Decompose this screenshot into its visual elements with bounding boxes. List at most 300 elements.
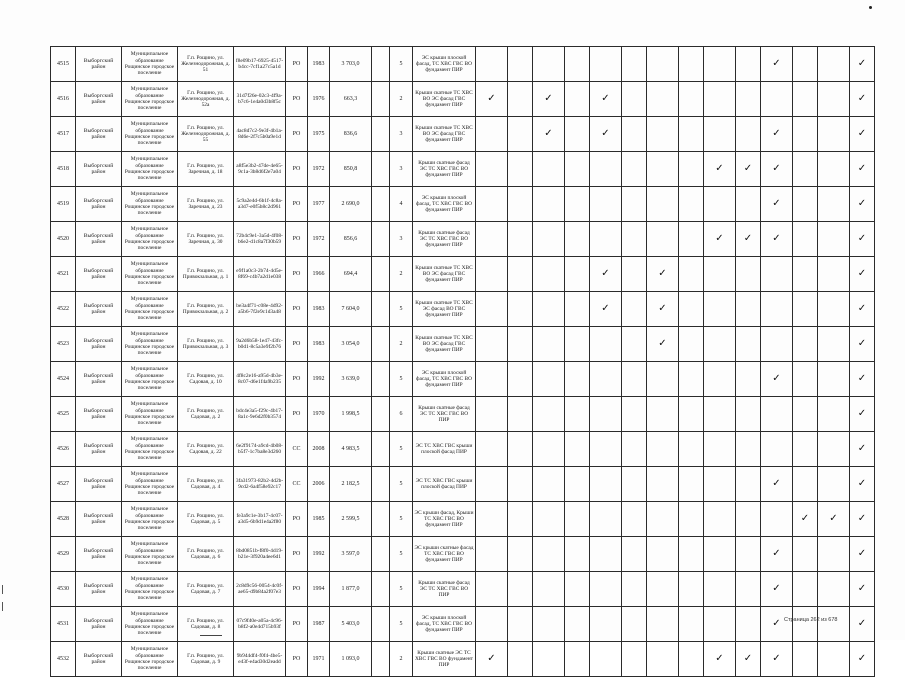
blank-cell	[372, 222, 390, 257]
area-cell: 856,6	[330, 222, 372, 257]
works-list-cell: Крыши скатные фасад ЭС ТС ХВС ГВС ВО фундамент ПИР	[413, 222, 476, 257]
address-cell: Г.п. Рощино, ул. Привокзальная, д. 1	[178, 257, 234, 292]
area-cell: 3 703,0	[330, 47, 372, 82]
work-flag-cell	[647, 187, 679, 222]
build-year-cell: 1983	[308, 292, 330, 327]
address-cell: Г.п. Рощино, ул. Садовая, д. 2	[178, 397, 234, 432]
work-flag-cell	[476, 187, 508, 222]
floors-cell: 5	[390, 432, 413, 467]
area-cell: 1 093,0	[330, 642, 372, 677]
works-list-cell: Крыши скатные ТС ХВС ВО ЭС фасад ГВС фундамент ПИР	[413, 257, 476, 292]
work-flag-cell	[704, 187, 736, 222]
work-flag-cell	[761, 642, 793, 677]
checkmark-icon: ✓	[772, 163, 781, 174]
area-cell: 850,8	[330, 152, 372, 187]
checkmark-icon: ✓	[772, 198, 781, 209]
work-flag-cell	[761, 467, 793, 502]
work-flag-cell	[590, 187, 622, 222]
house-type-cell: РО	[286, 642, 308, 677]
checkmark-icon: ✓	[743, 163, 753, 174]
work-flag-cell	[704, 607, 736, 642]
municipality-cell: Муниципальное образование Рощинское городское поселение	[122, 222, 178, 257]
municipality-cell: Муниципальное образование Рощинское городское поселение	[122, 187, 178, 222]
work-flag-cell	[590, 642, 622, 677]
work-flag-cell	[476, 467, 508, 502]
work-flag-cell	[508, 362, 533, 397]
work-flag-cell	[508, 82, 533, 117]
works-list-cell: ЭС крыши плоской фасад, ТС ХВС ГВС ВО фундамент ПИР	[413, 187, 476, 222]
house-code-cell: 5c9a2e4d-6b1f-4c8a-a3d7-e0f5b8c2d961	[234, 187, 286, 222]
house-code-cell: be3a4f71-c08e-4d92-a5b6-7f2e9c1d3a48	[234, 292, 286, 327]
work-flag-cell	[704, 397, 736, 432]
work-flag-cell	[704, 327, 736, 362]
checkmark-icon: ✓	[772, 548, 781, 559]
work-flag-cell	[736, 82, 761, 117]
work-flag-cell	[476, 432, 508, 467]
floors-cell: 5	[390, 607, 413, 642]
work-flag-cell	[818, 327, 850, 362]
area-cell: 3 639,0	[330, 362, 372, 397]
floors-cell: 3	[390, 222, 413, 257]
work-flag-cell	[761, 537, 793, 572]
checkmark-icon: ✓	[715, 653, 724, 664]
work-flag-cell	[647, 152, 679, 187]
work-flag-cell	[818, 362, 850, 397]
scan-speck	[869, 6, 872, 9]
address-cell: Г.п. Рощино, ул. Садовая, д. 4	[178, 467, 234, 502]
work-flag-cell	[622, 82, 647, 117]
work-flag-cell	[736, 502, 761, 537]
area-cell: 4 983,5	[330, 432, 372, 467]
address-cell: Г.п. Рощино, ул. Садовая, д. 8	[178, 607, 234, 642]
work-flag-cell	[761, 432, 793, 467]
checkmark-icon: ✓	[857, 338, 867, 349]
work-flag-cell	[736, 362, 761, 397]
work-flag-cell	[590, 257, 622, 292]
blank-cell	[372, 292, 390, 327]
work-flag-cell	[850, 642, 875, 677]
area-cell: 2 599,5	[330, 502, 372, 537]
work-flag-cell	[793, 397, 818, 432]
work-flag-cell	[679, 362, 704, 397]
work-flag-cell	[793, 362, 818, 397]
work-flag-cell	[508, 467, 533, 502]
work-flag-cell	[565, 537, 590, 572]
work-flag-cell	[736, 187, 761, 222]
work-flag-cell	[533, 502, 565, 537]
address-cell: Г.п. Рощино, ул. Садовая, д. 9	[178, 642, 234, 677]
municipality-cell: Муниципальное образование Рощинское городское поселение	[122, 642, 178, 677]
work-flag-cell	[622, 327, 647, 362]
work-flag-cell	[704, 257, 736, 292]
checkmark-icon: ✓	[658, 268, 667, 279]
floors-cell: 4	[390, 187, 413, 222]
table-row	[51, 502, 875, 537]
work-flag-cell	[850, 187, 875, 222]
work-flag-cell	[647, 607, 679, 642]
row-number: 4519	[51, 187, 76, 222]
blank-cell	[372, 327, 390, 362]
house-code-cell: 07c9f40e-a05a-4c96-b8f2-a0e4d715b93f	[234, 607, 286, 642]
district-cell: Выборгский район	[76, 257, 122, 292]
work-flag-cell	[565, 362, 590, 397]
house-type-cell: РО	[286, 292, 308, 327]
work-flag-cell	[508, 432, 533, 467]
blank-cell	[372, 397, 390, 432]
work-flag-cell	[736, 327, 761, 362]
work-flag-cell	[793, 607, 818, 642]
checkmark-icon: ✓	[857, 583, 867, 594]
district-cell: Выборгский район	[76, 362, 122, 397]
blank-cell	[372, 467, 390, 502]
work-flag-cell	[850, 467, 875, 502]
work-flag-cell	[590, 397, 622, 432]
address-cell: Г.п. Рощино, ул. Железнодорожная, д. 52а	[178, 82, 234, 117]
house-code-cell: 72b4c9e1-3a5d-4f08-b6e2-d1c8a7f30b59	[234, 222, 286, 257]
work-flag-cell	[818, 117, 850, 152]
build-year-cell: 1994	[308, 572, 330, 607]
work-flag-cell	[736, 572, 761, 607]
work-flag-cell	[622, 502, 647, 537]
build-year-cell: 1992	[308, 362, 330, 397]
work-flag-cell	[590, 432, 622, 467]
district-cell: Выборгский район	[76, 502, 122, 537]
work-flag-cell	[647, 502, 679, 537]
work-flag-cell	[476, 152, 508, 187]
works-list-cell: Крыши скатные ЭС ТС ХВС ГВС ВО фундамент ПИР	[413, 642, 476, 677]
table-row	[51, 187, 875, 222]
row-number: 4520	[51, 222, 76, 257]
table-row	[51, 327, 875, 362]
house-code-cell: 9a2d6b58-1e47-43fc-b0d1-8c5a3e9f2b76	[234, 327, 286, 362]
house-type-cell: РО	[286, 607, 308, 642]
checkmark-icon: ✓	[857, 303, 867, 314]
checkmark-icon: ✓	[658, 303, 667, 314]
work-flag-cell	[679, 327, 704, 362]
work-flag-cell	[736, 292, 761, 327]
floors-cell: 2	[390, 327, 413, 362]
work-flag-cell	[761, 362, 793, 397]
work-flag-cell	[647, 47, 679, 82]
work-flag-cell	[850, 537, 875, 572]
row-number: 4526	[51, 432, 76, 467]
area-cell: 663,3	[330, 82, 372, 117]
work-flag-cell	[533, 327, 565, 362]
work-flag-cell	[704, 432, 736, 467]
work-flag-cell	[647, 537, 679, 572]
row-number: 4530	[51, 572, 76, 607]
work-flag-cell	[818, 257, 850, 292]
work-flag-cell	[679, 257, 704, 292]
work-flag-cell	[622, 607, 647, 642]
work-flag-cell	[647, 222, 679, 257]
work-flag-cell	[565, 467, 590, 502]
blank-cell	[372, 82, 390, 117]
municipality-cell: Муниципальное образование Рощинское городское поселение	[122, 607, 178, 642]
work-flag-cell	[622, 362, 647, 397]
work-flag-cell	[679, 537, 704, 572]
work-flag-cell	[622, 257, 647, 292]
address-cell: Г.п. Рощино, ул. Железнодорожная, д. 51	[178, 47, 234, 82]
work-flag-cell	[793, 82, 818, 117]
housing-register-table	[50, 46, 875, 677]
work-flag-cell	[622, 117, 647, 152]
work-flag-cell	[679, 152, 704, 187]
floors-cell: 5	[390, 467, 413, 502]
district-cell: Выборгский район	[76, 607, 122, 642]
work-flag-cell	[647, 117, 679, 152]
row-number: 4531	[51, 607, 76, 642]
work-flag-cell	[622, 47, 647, 82]
work-flag-cell	[704, 467, 736, 502]
house-type-cell: РО	[286, 397, 308, 432]
work-flag-cell	[818, 502, 850, 537]
works-list-cell: ЭС крыши скатные фасад ТС ХВС ГВС ВО фундамент ПИР	[413, 537, 476, 572]
work-flag-cell	[565, 187, 590, 222]
blank-cell	[372, 187, 390, 222]
house-type-cell: СС	[286, 432, 308, 467]
floors-cell: 6	[390, 397, 413, 432]
house-code-cell: 4ac8d7c2-9e3f-4b1a-8d6e-2f7c5b0a9e1d	[234, 117, 286, 152]
works-list-cell: ЭС ТС ХВС ГВС крыши плоской фасад ПИР	[413, 467, 476, 502]
checkmark-icon: ✓	[857, 93, 867, 104]
work-flag-cell	[476, 642, 508, 677]
work-flag-cell	[704, 292, 736, 327]
checkmark-icon: ✓	[857, 478, 867, 489]
house-code-cell: 8bd0851b-f8f0-4d19-b21e-3f920a4ee6d1	[234, 537, 286, 572]
work-flag-cell	[818, 47, 850, 82]
area-cell: 836,6	[330, 117, 372, 152]
work-flag-cell	[850, 432, 875, 467]
work-flag-cell	[533, 47, 565, 82]
table-row	[51, 572, 875, 607]
house-code-cell: 2c8d9c56-0054-4c0f-ae65-d9b84a2f07e3	[234, 572, 286, 607]
table-row	[51, 467, 875, 502]
work-flag-cell	[679, 607, 704, 642]
work-flag-cell	[508, 257, 533, 292]
work-flag-cell	[565, 47, 590, 82]
work-flag-cell	[761, 222, 793, 257]
row-number: 4518	[51, 152, 76, 187]
checkmark-icon: ✓	[857, 268, 867, 279]
municipality-cell: Муниципальное образование Рощинское городское поселение	[122, 47, 178, 82]
work-flag-cell	[761, 572, 793, 607]
work-flag-cell	[590, 222, 622, 257]
works-list-cell: ЭС крыши плоской фасад, ТС ХВС ГВС ВО фундамент ПИР	[413, 362, 476, 397]
work-flag-cell	[761, 117, 793, 152]
blank-cell	[372, 572, 390, 607]
work-flag-cell	[793, 47, 818, 82]
work-flag-cell	[793, 152, 818, 187]
table-row	[51, 47, 875, 82]
house-type-cell: РО	[286, 117, 308, 152]
address-cell: Г.п. Рощино, ул. Заречная, д. 30	[178, 222, 234, 257]
works-list-cell: Крыши скатные фасад ЭС ТС ХВС ГВС ВО фундамент ПИР	[413, 152, 476, 187]
municipality-cell: Муниципальное образование Рощинское городское поселение	[122, 432, 178, 467]
municipality-cell: Муниципальное образование Рощинское городское поселение	[122, 467, 178, 502]
work-flag-cell	[850, 572, 875, 607]
area-cell: 1 877,0	[330, 572, 372, 607]
work-flag-cell	[704, 572, 736, 607]
checkmark-icon: ✓	[857, 128, 867, 139]
work-flag-cell	[565, 572, 590, 607]
work-flag-cell	[533, 152, 565, 187]
floors-cell: 2	[390, 642, 413, 677]
blank-cell	[372, 362, 390, 397]
work-flag-cell	[590, 607, 622, 642]
municipality-cell: Муниципальное образование Рощинское городское поселение	[122, 82, 178, 117]
checkmark-icon: ✓	[857, 198, 867, 209]
work-flag-cell	[508, 572, 533, 607]
table-row	[51, 432, 875, 467]
work-flag-cell	[622, 432, 647, 467]
checkmark-icon: ✓	[743, 653, 753, 664]
work-flag-cell	[850, 47, 875, 82]
municipality-cell: Муниципальное образование Рощинское городское поселение	[122, 152, 178, 187]
checkmark-icon: ✓	[772, 373, 781, 384]
checkmark-icon: ✓	[743, 233, 753, 244]
work-flag-cell	[818, 432, 850, 467]
works-list-cell: Крыши скатные ТС ХВС ВО ЭС фасад ГВС фундамент ПИР	[413, 327, 476, 362]
house-type-cell: РО	[286, 47, 308, 82]
work-flag-cell	[533, 537, 565, 572]
work-flag-cell	[533, 572, 565, 607]
work-flag-cell	[647, 397, 679, 432]
floors-cell: 5	[390, 502, 413, 537]
work-flag-cell	[622, 292, 647, 327]
district-cell: Выборгский район	[76, 537, 122, 572]
work-flag-cell	[736, 47, 761, 82]
work-flag-cell	[590, 117, 622, 152]
build-year-cell: 1970	[308, 397, 330, 432]
work-flag-cell	[679, 222, 704, 257]
blank-cell	[372, 642, 390, 677]
house-type-cell: РО	[286, 152, 308, 187]
district-cell: Выборгский район	[76, 327, 122, 362]
district-cell: Выборгский район	[76, 642, 122, 677]
works-list-cell: ЭС крыши плоской фасад, ТС ХВС ГВС ВО фундамент ПИР	[413, 607, 476, 642]
build-year-cell: 2008	[308, 432, 330, 467]
work-flag-cell	[793, 467, 818, 502]
work-flag-cell	[533, 222, 565, 257]
address-cell: Г.п. Рощино, ул. Привокзальная, д. 2	[178, 292, 234, 327]
address-cell: Г.п. Рощино, ул. Садовая, д. 10	[178, 362, 234, 397]
work-flag-cell	[704, 117, 736, 152]
house-code-cell: a8f5e3b2-47de-4e65-9c1a-3b8d6f2e7a04	[234, 152, 286, 187]
work-flag-cell	[793, 537, 818, 572]
blank-cell	[372, 607, 390, 642]
work-flag-cell	[761, 152, 793, 187]
work-flag-cell	[704, 82, 736, 117]
checkmark-icon: ✓	[800, 513, 810, 524]
work-flag-cell	[793, 292, 818, 327]
checkmark-icon: ✓	[544, 93, 553, 104]
work-flag-cell	[761, 502, 793, 537]
work-flag-cell	[850, 362, 875, 397]
work-flag-cell	[704, 362, 736, 397]
table-body	[51, 47, 875, 677]
floors-cell: 3	[390, 117, 413, 152]
work-flag-cell	[761, 327, 793, 362]
row-number: 4532	[51, 642, 76, 677]
work-flag-cell	[533, 117, 565, 152]
work-flag-cell	[793, 222, 818, 257]
work-flag-cell	[818, 537, 850, 572]
row-number: 4528	[51, 502, 76, 537]
work-flag-cell	[590, 152, 622, 187]
work-flag-cell	[679, 432, 704, 467]
work-flag-cell	[476, 47, 508, 82]
house-type-cell: СС	[286, 467, 308, 502]
work-flag-cell	[647, 642, 679, 677]
blank-cell	[372, 117, 390, 152]
district-cell: Выборгский район	[76, 47, 122, 82]
house-type-cell: РО	[286, 502, 308, 537]
work-flag-cell	[533, 187, 565, 222]
work-flag-cell	[590, 362, 622, 397]
address-cell: Г.п. Рощино, ул. Садовая, д. 7	[178, 572, 234, 607]
works-list-cell: ЭС ТС ХВС ГВС крыши плоской фасад ПИР	[413, 432, 476, 467]
work-flag-cell	[533, 432, 565, 467]
work-flag-cell	[850, 82, 875, 117]
municipality-cell: Муниципальное образование Рощинское городское поселение	[122, 257, 178, 292]
floors-cell: 5	[390, 292, 413, 327]
work-flag-cell	[679, 187, 704, 222]
blank-cell	[372, 432, 390, 467]
work-flag-cell	[761, 47, 793, 82]
works-list-cell: Крыши скатные ТС ХВС ЭС фасад ВО ГВС фундамент ПИР	[413, 292, 476, 327]
work-flag-cell	[736, 117, 761, 152]
work-flag-cell	[508, 502, 533, 537]
build-year-cell: 1971	[308, 642, 330, 677]
build-year-cell: 1983	[308, 47, 330, 82]
work-flag-cell	[818, 607, 850, 642]
table-row	[51, 537, 875, 572]
work-flag-cell	[565, 82, 590, 117]
municipality-cell: Муниципальное образование Рощинское городское поселение	[122, 397, 178, 432]
work-flag-cell	[793, 117, 818, 152]
build-year-cell: 1992	[308, 537, 330, 572]
row-number: 4515	[51, 47, 76, 82]
table-row	[51, 397, 875, 432]
work-flag-cell	[793, 257, 818, 292]
work-flag-cell	[704, 222, 736, 257]
work-flag-cell	[818, 292, 850, 327]
checkmark-icon: ✓	[772, 583, 781, 594]
checkmark-icon: ✓	[487, 653, 496, 664]
table-row	[51, 362, 875, 397]
work-flag-cell	[508, 47, 533, 82]
work-flag-cell	[736, 607, 761, 642]
work-flag-cell	[565, 642, 590, 677]
checkmark-icon: ✓	[772, 478, 781, 489]
address-cell: Г.п. Рощино, ул. Заречная, д. 18	[178, 152, 234, 187]
checkmark-icon: ✓	[857, 443, 867, 454]
work-flag-cell	[565, 432, 590, 467]
works-list-cell: ЭС крыши фасад, Крыши ТС ХВС ГВС ВО фундамент ПИР	[413, 502, 476, 537]
row-number: 4529	[51, 537, 76, 572]
work-flag-cell	[818, 467, 850, 502]
work-flag-cell	[565, 327, 590, 362]
house-type-cell: РО	[286, 257, 308, 292]
table-row	[51, 642, 875, 677]
house-code-cell: 6e2f9174-a9cd-4b08-b5f7-1c7ba8e3d260	[234, 432, 286, 467]
work-flag-cell	[508, 642, 533, 677]
work-flag-cell	[590, 327, 622, 362]
municipality-cell: Муниципальное образование Рощинское городское поселение	[122, 292, 178, 327]
work-flag-cell	[761, 292, 793, 327]
work-flag-cell	[622, 397, 647, 432]
